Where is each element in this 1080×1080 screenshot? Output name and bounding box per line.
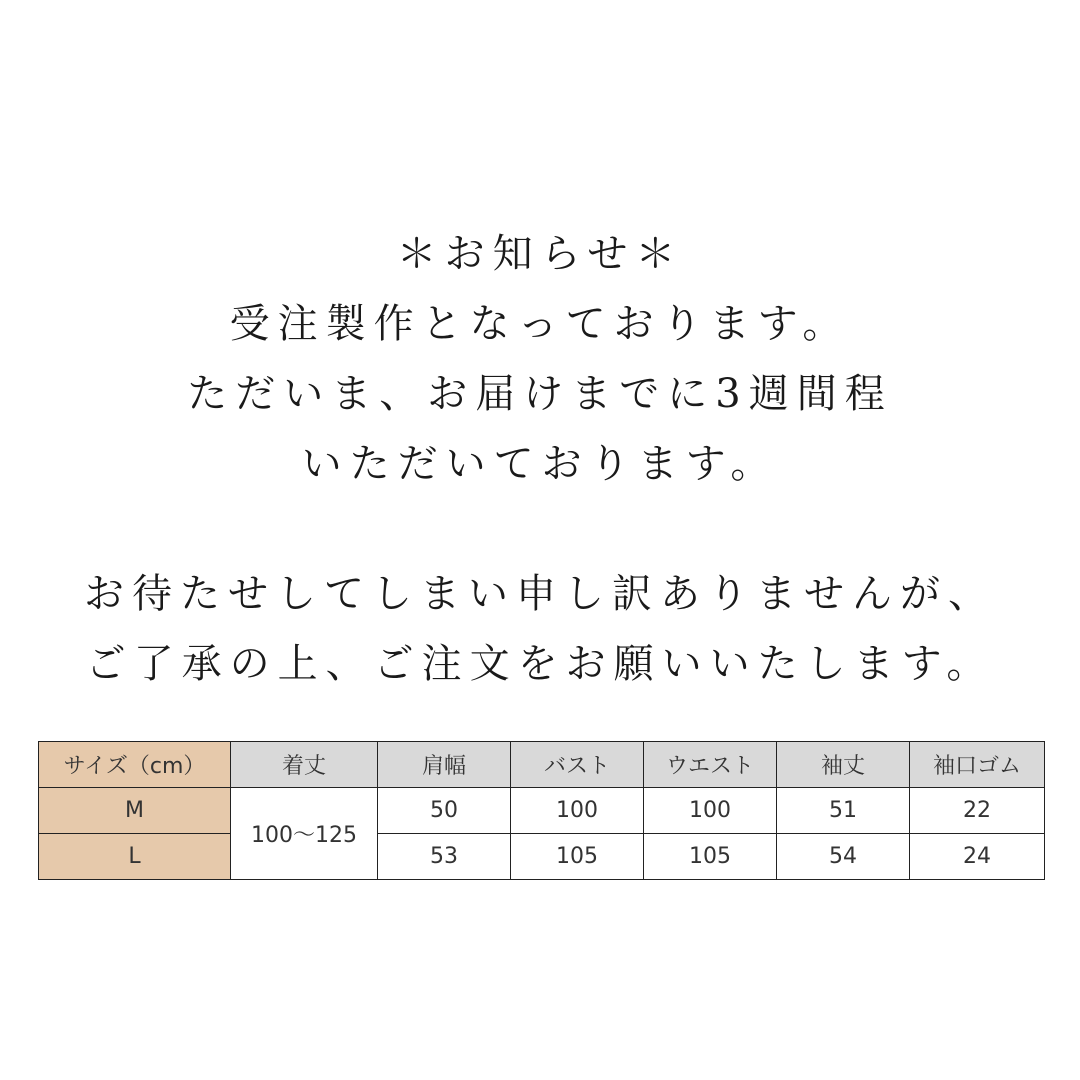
sleeve-value: 54 bbox=[777, 834, 910, 880]
header-sleeve: 袖丈 bbox=[777, 742, 910, 788]
notice-title: ＊お知らせ＊ bbox=[396, 231, 684, 277]
shoulder-value: 53 bbox=[378, 834, 511, 880]
header-bust: バスト bbox=[511, 742, 644, 788]
bust-value: 100 bbox=[511, 788, 644, 834]
notice-line-delivery-time: ただいま、お届けまでに3週間程 bbox=[187, 371, 893, 417]
size-label: M bbox=[39, 788, 231, 834]
cuff-value: 24 bbox=[910, 834, 1045, 880]
table-header-row bbox=[39, 742, 1045, 788]
notice-line-apology: お待たせしてしまい申し訳ありませんが、 bbox=[84, 571, 996, 617]
size-label: L bbox=[39, 834, 231, 880]
header-waist: ウエスト bbox=[644, 742, 777, 788]
table-row bbox=[39, 834, 1045, 880]
cuff-value: 22 bbox=[910, 788, 1045, 834]
waist-value: 100 bbox=[644, 788, 777, 834]
shoulder-value: 50 bbox=[378, 788, 511, 834]
bust-value: 105 bbox=[511, 834, 644, 880]
size-chart-table bbox=[38, 741, 1045, 880]
notice-line-delivery-time-cont: いただいております。 bbox=[301, 441, 779, 487]
table-row bbox=[39, 788, 1045, 834]
notice-line-made-to-order: 受注製作となっております。 bbox=[229, 301, 851, 347]
length-value: 100〜125 bbox=[231, 788, 378, 880]
waist-value: 105 bbox=[644, 834, 777, 880]
header-length: 着丈 bbox=[231, 742, 378, 788]
header-cuff: 袖口ゴム bbox=[910, 742, 1045, 788]
notice-line-request: ご了承の上、ご注文をお願いいたします。 bbox=[85, 641, 995, 687]
header-size: サイズ（cm） bbox=[39, 742, 231, 788]
sleeve-value: 51 bbox=[777, 788, 910, 834]
header-shoulder: 肩幅 bbox=[378, 742, 511, 788]
